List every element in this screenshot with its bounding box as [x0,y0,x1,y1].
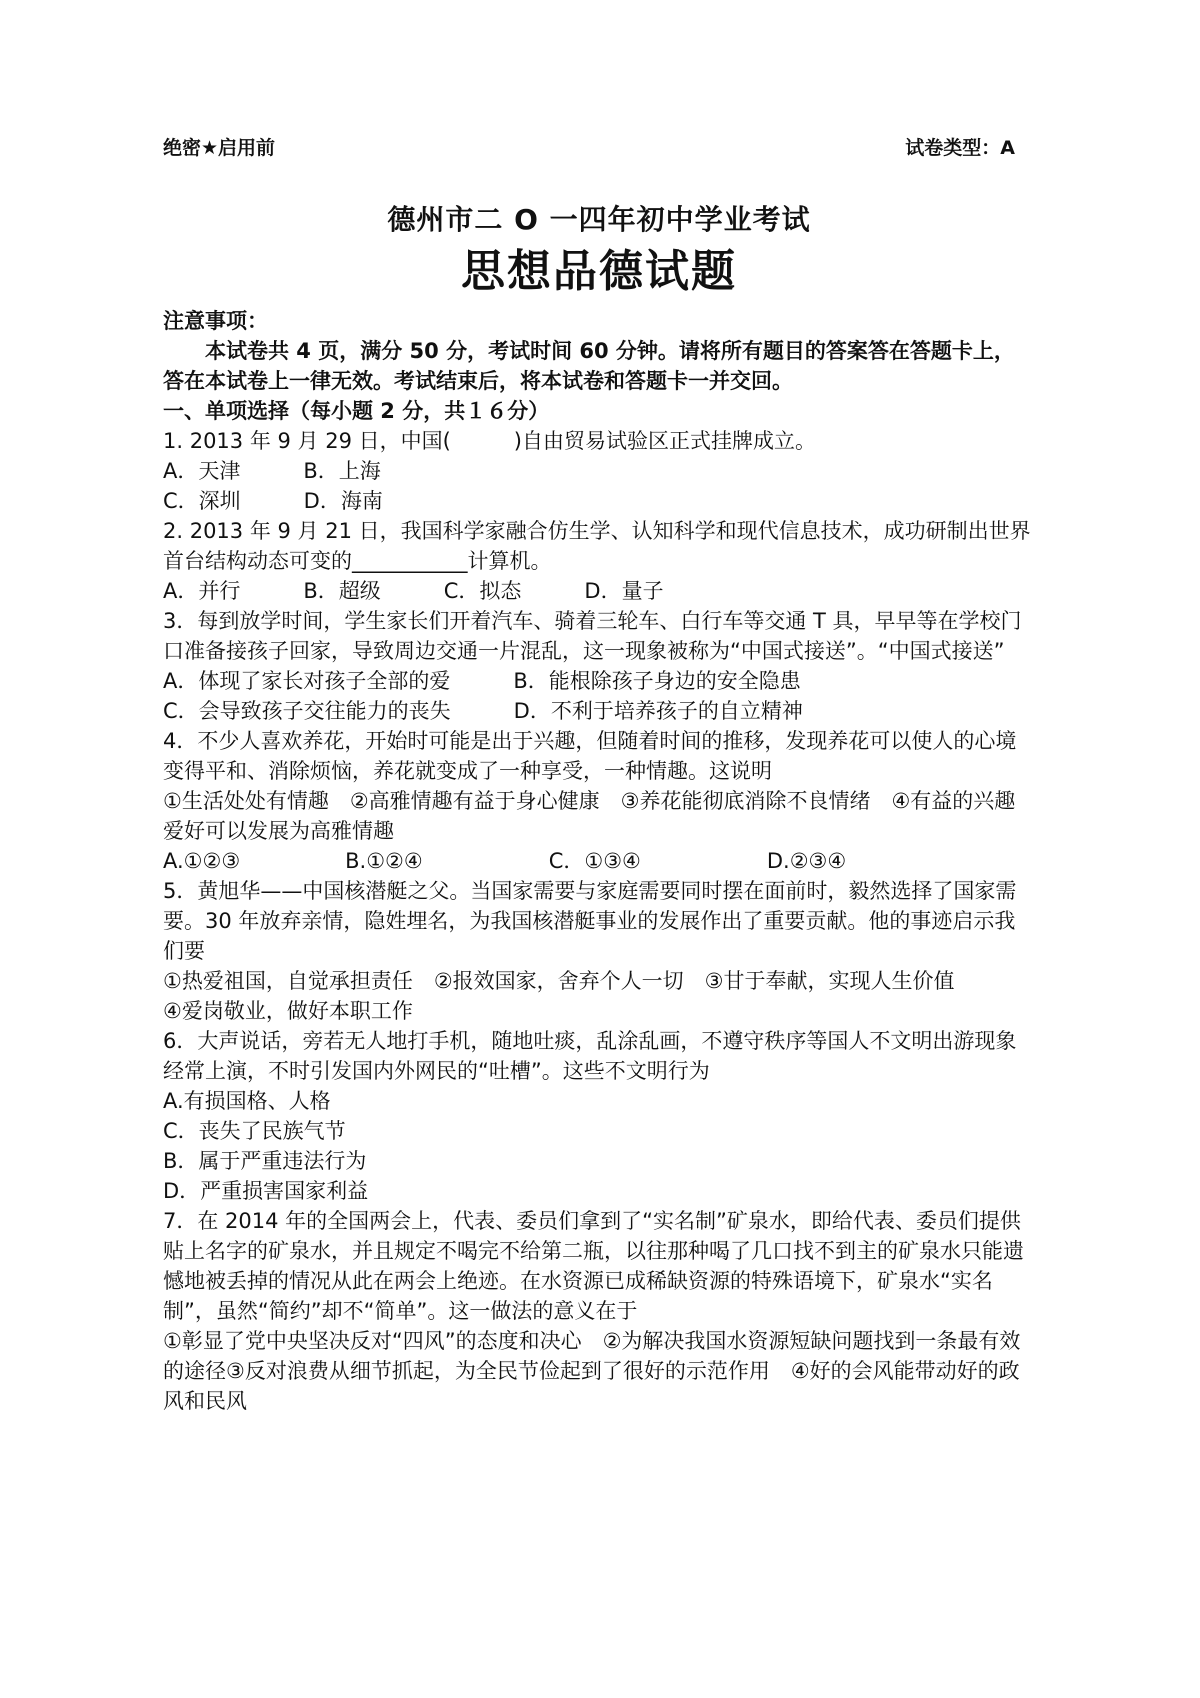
paper-subject-title: 思想品德试题 [461,246,737,297]
question-stem: 1. 2013 年 9 月 29 日，中国( )自由贸易试验区正式挂牌成立。 [163,429,816,453]
question-stem: 5．黄旭华——中国核潜艇之父。当国家需要与家庭需要同时摆在面前时，毅然选择了国家需要。30 年放弃亲情，隐姓埋名，为我国核潜艇事业的发展作出了重要贡献。他的事迹启示我们要 [163,879,1017,963]
question-numbered-items: ①热爱祖国，自觉承担责任 ②报效国家，舍弃个人一切 ③甘于奉献，实现人生价值 [163,969,955,993]
question-option-row: C．丧失了民族气节 [163,1119,346,1143]
question-2 [163,516,1035,606]
question-numbered-items: ①彰显了党中央坚决反对“四风”的态度和决心 ②为解决我国水资源短缺问题找到一条最有效的途径③反对浪费从细节抓起，为全民节俭起到了很好的示范作用 ④好的会风能带动好的政风和民风 [163,1329,1021,1413]
question-option-row: C．会导致孩子交往能力的丧失 D．不利于培养孩子的自立精神 [163,699,803,723]
question-3 [163,606,1035,726]
question-option-row: A．体现了家长对孩子全部的爱 B．能根除孩子身边的安全隐患 [163,669,801,693]
question-numbered-items: ④爱岗敬业，做好本职工作 [163,999,413,1023]
question-option-row: A．天津 B．上海 [163,459,381,483]
question-stem: 7．在 2014 年的全国两会上，代表、委员们拿到了“实名制”矿泉水，即给代表、委员们提供贴上名字的矿泉水，并且规定不喝完不给第二瓶，以往那种喝了几口找不到主的矿泉水只能遗憾地被丢掉的情况从此在两会上绝迹。在水资源已成稀缺资源的特殊语境下，矿泉水“实名制”，虽然“简约”却不“简单”。这一做法的意义在于 [163,1209,1024,1323]
question-4 [163,726,1035,876]
question-stem: 2. 2013 年 9 月 21 日，我国科学家融合仿生学、认知科学和现代信息技术，成功研制出世界首台结构动态可变的___________计算机。 [163,519,1031,573]
page-header [163,136,1035,160]
question-option-row: B．属于严重违法行为 [163,1149,367,1173]
paper-type-label: 试卷类型：A [905,137,1015,159]
exam-title: 德州市二 O 一四年初中学业考试 [387,203,811,236]
question-option-row: D．严重损害国家利益 [163,1179,369,1203]
question-stem: 4．不少人喜欢养花，开始时可能是出于兴趣，但随着时间的推移，发现养花可以使人的心境变得平和、消除烦恼，养花就变成了一种享受，一种情趣。这说明 [163,729,1017,783]
security-classification-label: 绝密★启用前 [163,137,276,159]
question-6 [163,1026,1035,1206]
question-7 [163,1206,1035,1416]
question-option-row: A．并行 B．超级 C．拟态 D．量子 [163,579,664,603]
question-stem: 6．大声说话，旁若无人地打手机，随地吐痰，乱涂乱画，不遵守秩序等国人不文明出游现象经常上演，不时引发国内外网民的“吐槽”。这些不文明行为 [163,1029,1017,1083]
question-option-row: C．深圳 D．海南 [163,489,383,513]
question-option-row: A.有损国格、人格 [163,1089,331,1113]
question-numbered-items: ①生活处处有情趣 ②高雅情趣有益于身心健康 ③养花能彻底消除不良情绪 ④有益的兴趣爱好可以发展为高雅情趣 [163,789,1016,843]
question-5 [163,876,1035,1026]
question-stem: 3．每到放学时间，学生家长们开着汽车、骑着三轮车、白行车等交通 T 具，早早等在学校门口准备接孩子回家，导致周边交通一片混乱，这一现象被称为“中国式接送”。“中国式接送” [163,609,1022,663]
question-1 [163,426,1035,516]
section-one-heading: 一、单项选择（每小题 2 分，共１６分） [163,399,550,423]
notice-section [163,306,1035,396]
notice-body: 本试卷共 4 页，满分 50 分，考试时间 60 分钟。请将所有题目的答案答在答题卡上，答在本试卷上一律无效。考试结束后，将本试卷和答题卡一并交回。 [163,339,1015,393]
notice-heading: 注意事项： [163,309,268,333]
question-option-row: A.①②③ B.①②④ C．①③④ D.②③④ [163,849,847,873]
